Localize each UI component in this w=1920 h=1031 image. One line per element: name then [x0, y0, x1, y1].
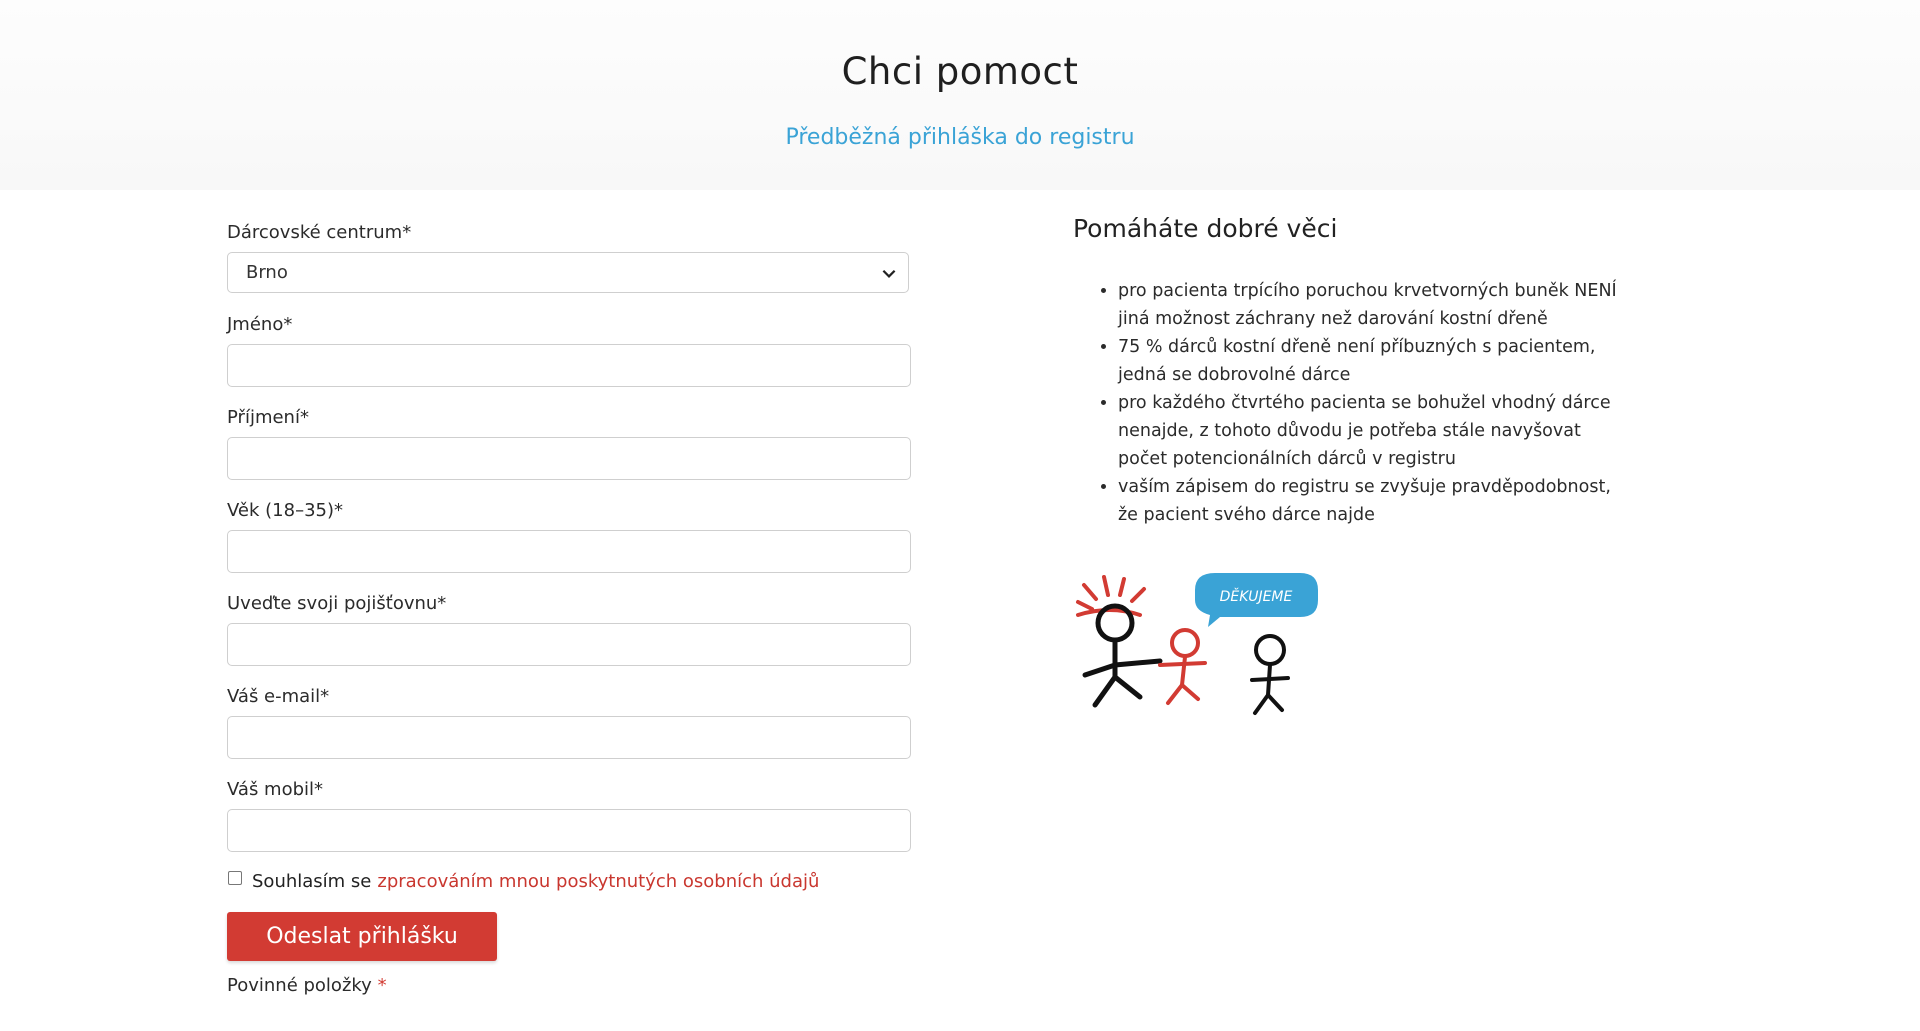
submit-button[interactable]: Odeslat přihlášku [227, 912, 497, 961]
bubble-text: DĚKUJEME [1219, 589, 1293, 605]
first-name-label: Jméno* [227, 314, 293, 335]
info-title: Pomáháte dobré věci [1073, 214, 1338, 243]
privacy-link[interactable]: zpracováním mnou poskytnutých osobních údajů [377, 870, 820, 892]
list-item: • 75 % dárců kostní dřeně není příbuzných s pacientem, jedná se dobrovolné dárce [1118, 333, 1633, 389]
phone-field [227, 777, 911, 866]
list-item: • pro každého čtvrtého pacienta se bohužel vhodný dárce nenajde, z tohoto důvodu je potřeba stále navyšovat počet potencionálních dárců v registru [1118, 389, 1633, 473]
thank-you-illustration [1070, 565, 1330, 725]
list-item: • pro pacienta trpícího poruchou krvetvorných buněk NENÍ jiná možnost záchrany než darování kostní dřeně [1118, 277, 1633, 333]
last-name-input[interactable] [227, 437, 911, 480]
consent-text: Souhlasím se [252, 870, 372, 892]
page-title: Chci pomoct [841, 50, 1079, 93]
email-label: Váš e-mail* [227, 686, 330, 707]
phone-label: Váš mobil* [227, 779, 324, 800]
required-star: * [377, 975, 387, 996]
center-select-value: Brno [246, 262, 288, 283]
center-field [227, 220, 911, 293]
email-field [227, 684, 911, 777]
last-name-field [227, 405, 911, 498]
last-name-label: Příjmení* [227, 407, 309, 428]
chevron-down-icon [880, 264, 898, 282]
consent-row [227, 868, 911, 894]
page-subtitle: Předběžná přihláška do registru [785, 125, 1135, 150]
first-name-field [227, 312, 911, 405]
email-input[interactable] [227, 716, 911, 759]
insurance-input[interactable] [227, 623, 911, 666]
insurance-label: Uveďte svoji pojišťovnu* [227, 593, 447, 614]
info-panel [1073, 214, 1633, 529]
page-header [0, 0, 1920, 190]
age-field [227, 498, 911, 591]
info-list [1073, 277, 1633, 529]
first-name-input[interactable] [227, 344, 911, 387]
age-input[interactable] [227, 530, 911, 573]
age-label: Věk (18–35)* [227, 500, 343, 521]
center-label: Dárcovské centrum* [227, 222, 412, 243]
list-item: • vaším zápisem do registru se zvyšuje pravděpodobnost, že pacient svého dárce najde [1118, 473, 1633, 529]
center-select[interactable] [227, 252, 909, 293]
consent-checkbox[interactable] [228, 871, 242, 885]
insurance-field [227, 591, 911, 684]
phone-input[interactable] [227, 809, 911, 852]
required-note [227, 975, 911, 996]
required-note-text: Povinné položky [227, 975, 372, 996]
registration-form [227, 220, 911, 996]
